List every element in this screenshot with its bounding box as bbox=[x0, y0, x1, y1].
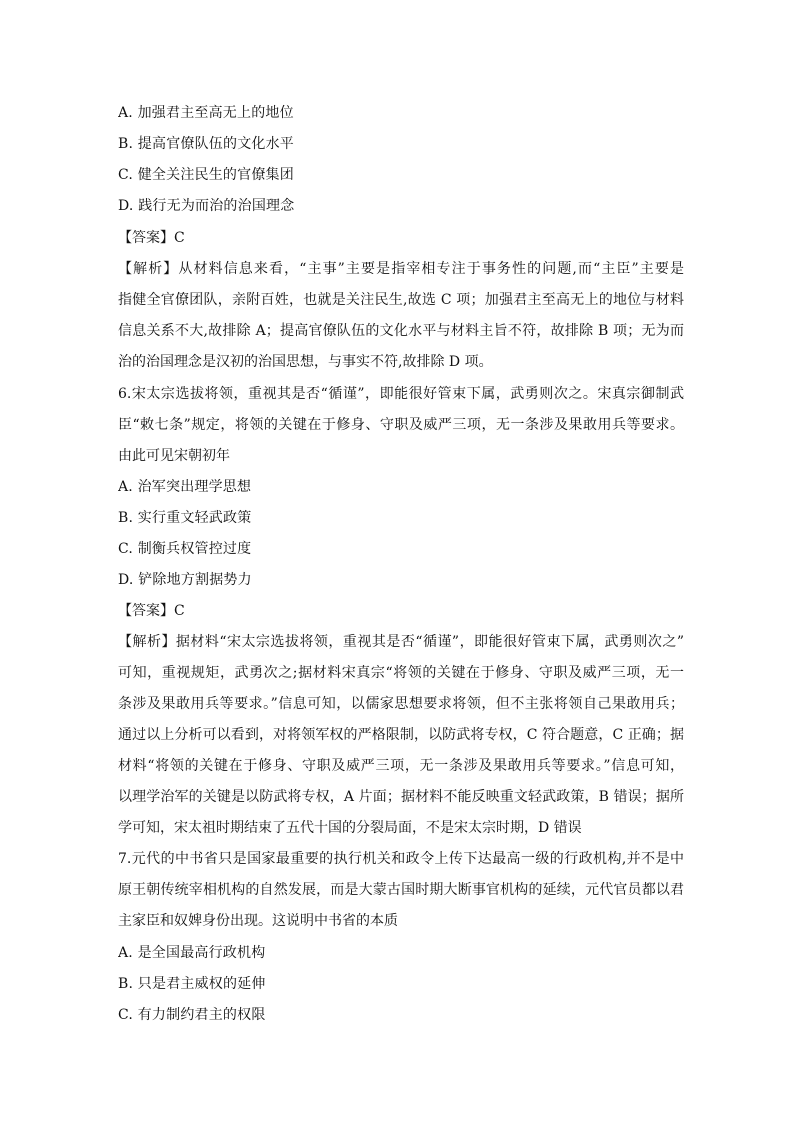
q6-analysis-line-1: 【解析】据材料“宋太宗选拔将领，重视其是否“循谨”，即能很好管束下属，武勇则次之” bbox=[118, 634, 684, 650]
q6-analysis-line-5: 材料“将领的关键在于修身、守职及威严三项，无一条涉及果敢用兵等要求。”信息可知， bbox=[118, 758, 684, 774]
q5-option-c: C. 健全关注民生的官僚集团 bbox=[118, 167, 294, 183]
q7-stem-line-3: 主家臣和奴婢身份出现。这说明中书省的本质 bbox=[118, 913, 398, 929]
q5-analysis-line-3: 信息关系不大,故排除 A；提高官僚队伍的文化水平与材料主旨不符，故排除 B 项；无为而 bbox=[118, 323, 684, 339]
q6-option-c: C. 制衡兵权管控过度 bbox=[118, 541, 252, 557]
q7-option-a: A. 是全国最高行政机构 bbox=[118, 945, 266, 961]
q5-option-b: B. 提高官僚队伍的文化水平 bbox=[118, 136, 294, 152]
q5-analysis-line-2: 指健全官僚团队，亲附百姓，也就是关注民生,故选 C 项；加强君主至高无上的地位与材料 bbox=[118, 292, 684, 308]
q7-stem-line-1: 7.元代的中书省只是国家最重要的执行机关和政令上传下达最高一级的行政机构,并不是中 bbox=[118, 851, 684, 867]
q6-stem-line-3: 由此可见宋朝初年 bbox=[118, 448, 230, 464]
q5-option-d: D. 践行无为而治的治国理念 bbox=[118, 198, 295, 214]
q6-option-d: D. 铲除地方割据势力 bbox=[118, 572, 252, 588]
q6-analysis-line-7: 学可知，宋太祖时期结束了五代十国的分裂局面，不是宋太宗时期，D 错误 bbox=[118, 820, 582, 836]
q5-analysis-line-1: 【解析】从材料信息来看，“主事”主要是指宰相专注于事务性的问题,而“主臣”主要是 bbox=[118, 261, 684, 277]
q5-option-a: A. 加强君主至高无上的地位 bbox=[118, 105, 294, 121]
q6-answer: 【答案】C bbox=[118, 603, 185, 619]
q6-option-a: A. 治军突出理学思想 bbox=[118, 479, 252, 495]
q6-analysis-line-3: 条涉及果敢用兵等要求。”信息可知，以儒家思想要求将领，但不主张将领自己果敢用兵； bbox=[118, 696, 684, 712]
q6-analysis-line-2: 可知，重视规矩，武勇次之;据材料宋真宗“将领的关键在于修身、守职及威严三项，无一 bbox=[118, 665, 684, 681]
q6-stem-line-2: 臣“敕七条”规定，将领的关键在于修身、守职及威严三项，无一条涉及果敢用兵等要求。 bbox=[118, 417, 684, 433]
q6-stem-line-1: 6.宋太宗选拔将领，重视其是否“循谨”，即能很好管束下属，武勇则次之。宋真宗御制武 bbox=[118, 386, 684, 402]
q5-analysis-line-4: 治的治国理念是汉初的治国思想，与事实不符,故排除 D 项。 bbox=[118, 354, 493, 370]
q6-option-b: B. 实行重文轻武政策 bbox=[118, 510, 252, 526]
q5-answer: 【答案】C bbox=[118, 230, 185, 246]
q6-analysis-line-6: 以理学治军的关键是以防武将专权，A 片面；据材料不能反映重文轻武政策，B 错误；据所 bbox=[118, 789, 684, 805]
q7-option-b: B. 只是君主威权的延伸 bbox=[118, 976, 266, 992]
q7-stem-line-2: 原王朝传统宰相机构的自然发展，而是大蒙古国时期大断事官机构的延续，元代官员都以君 bbox=[118, 882, 684, 898]
q7-option-c: C. 有力制约君主的权限 bbox=[118, 1007, 266, 1023]
q6-analysis-line-4: 通过以上分析可以看到，对将领军权的严格限制，以防武将专权，C 符合题意，C 正确；据 bbox=[118, 727, 684, 743]
